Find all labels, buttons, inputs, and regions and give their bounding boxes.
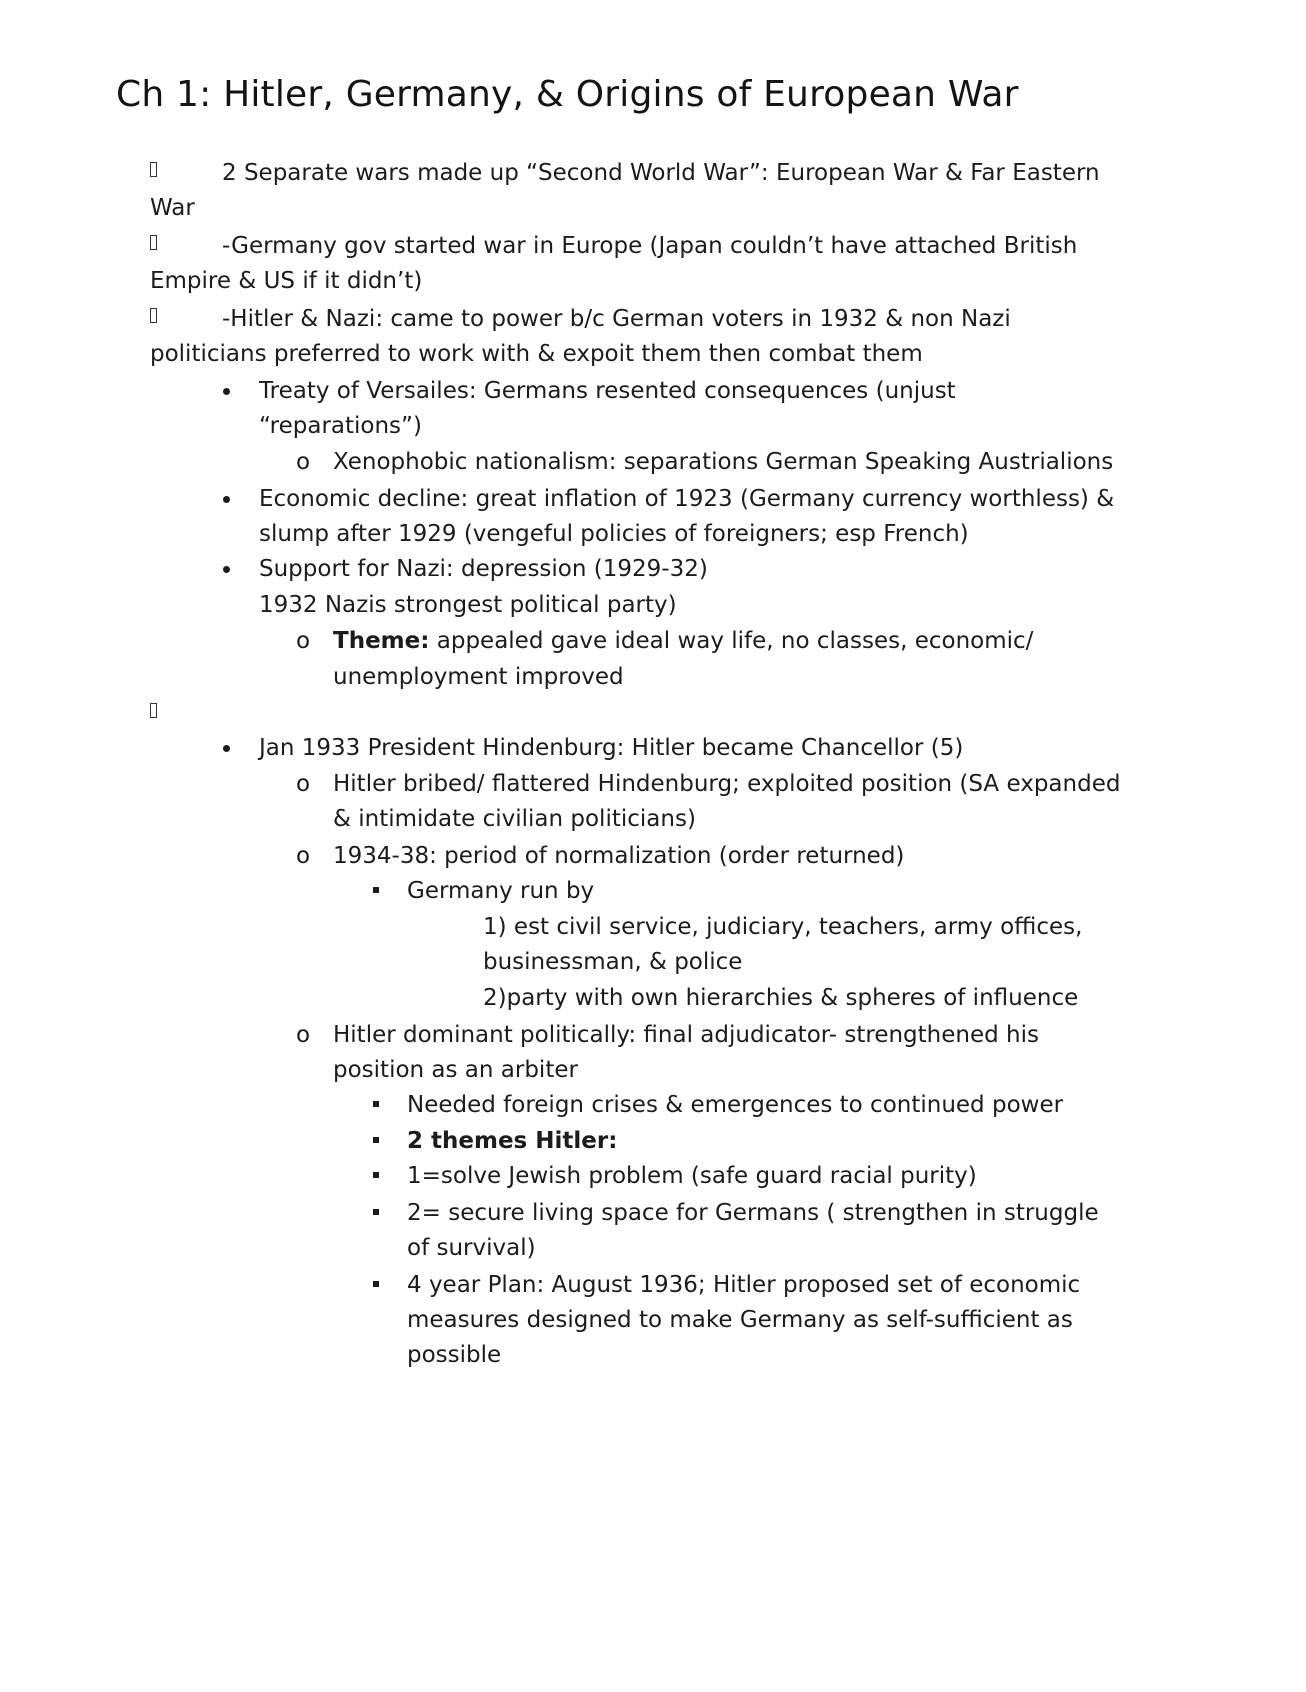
tert-theme-2-line-2: of survival) (407, 1235, 536, 1261)
square-bullet-icon (373, 1209, 379, 1215)
tert-four-year-plan-line-3: possible (407, 1342, 502, 1368)
bullet-versailles-line-1: Treaty of Versailes: Germans resented consequences (unjust (259, 378, 956, 404)
sub-bribed-line-2: & intimidate civilian politicians) (333, 806, 696, 832)
square-bullet-icon (373, 887, 379, 893)
box-bullet-icon (150, 162, 157, 177)
square-bullet-icon (373, 1172, 379, 1178)
square-bullet-icon (373, 1101, 379, 1107)
page-title: Ch 1: Hitler, Germany, & Origins of European War (116, 74, 1019, 115)
tert-germany-run-by: Germany run by (407, 878, 595, 904)
tert-four-year-plan-line-1: 4 year Plan: August 1936; Hitler proposed set of economic (407, 1272, 1081, 1298)
sub-bullet-icon: o (296, 1022, 311, 1048)
item-1-line-1: 2 Separate wars made up “Second World War”: European War & Far Eastern (222, 160, 1100, 186)
tert-four-year-plan-line-2: measures designed to make Germany as self-sufficient as (407, 1307, 1073, 1333)
square-bullet-icon (373, 1281, 379, 1287)
run-by-item-2: 2)party with own hierarchies & spheres of influence (483, 985, 1079, 1011)
bullet-support-line-1: Support for Nazi: depression (1929-32) (259, 556, 708, 582)
box-bullet-icon (150, 235, 157, 250)
box-bullet-icon (150, 703, 157, 718)
item-1-line-2: War (150, 195, 195, 221)
item-3-line-1: -Hitler & Nazi: came to power b/c German voters in 1932 & non Nazi (222, 306, 1011, 332)
box-bullet-icon (150, 308, 157, 323)
sub-bullet-icon: o (296, 628, 311, 654)
sub-normalization: 1934-38: period of normalization (order returned) (333, 843, 905, 869)
bullet-economic-line-2: slump after 1929 (vengeful policies of foreigners; esp French) (259, 521, 969, 547)
run-by-item-1-line-2: businessman, & police (483, 949, 743, 975)
tert-two-themes: 2 themes Hitler: (407, 1128, 618, 1154)
tert-theme-2-line-1: 2= secure living space for Germans ( strengthen in struggle (407, 1200, 1099, 1226)
item-2-line-1: -Germany gov started war in Europe (Japan couldn’t have attached British (222, 233, 1078, 259)
theme-label: Theme: (333, 628, 430, 654)
sub-bullet-icon: o (296, 449, 311, 475)
sub-dominant-line-1: Hitler dominant politically: final adjudicator- strengthened his (333, 1022, 1039, 1048)
tert-foreign-crises: Needed foreign crises & emergences to continued power (407, 1092, 1064, 1118)
bullet-support-line-2: 1932 Nazis strongest political party) (259, 592, 677, 618)
run-by-item-1-line-1: 1) est civil service, judiciary, teachers, army offices, (483, 914, 1083, 940)
bullet-economic-line-1: Economic decline: great inflation of 1923 (Germany currency worthless) & (259, 486, 1115, 512)
bullet-dot-icon (223, 566, 230, 573)
sub-dominant-line-2: position as an arbiter (333, 1057, 578, 1083)
sub-theme-line-2: unemployment improved (333, 664, 624, 690)
item-3-line-2: politicians preferred to work with & expoit them then combat them (150, 341, 923, 367)
bullet-hindenburg: Jan 1933 President Hindenburg: Hitler became Chancellor (5) (259, 735, 964, 761)
sub-theme-line-1 (333, 630, 1033, 653)
theme-text: appealed gave ideal way life, no classes, economic/ (429, 628, 1034, 654)
sub-xenophobic: Xenophobic nationalism: separations German Speaking Austrialions (333, 449, 1114, 475)
bullet-dot-icon (223, 745, 230, 752)
item-2-line-2: Empire & US if it didn’t) (150, 268, 423, 294)
tert-theme-1: 1=solve Jewish problem (safe guard racial purity) (407, 1163, 977, 1189)
bullet-versailles-line-2: “reparations”) (259, 413, 422, 439)
bullet-dot-icon (223, 496, 230, 503)
sub-bullet-icon: o (296, 771, 311, 797)
sub-bribed-line-1: Hitler bribed/ flattered Hindenburg; exploited position (SA expanded (333, 771, 1121, 797)
square-bullet-icon (373, 1137, 379, 1143)
sub-bullet-icon: o (296, 843, 311, 869)
bullet-dot-icon (223, 388, 230, 395)
